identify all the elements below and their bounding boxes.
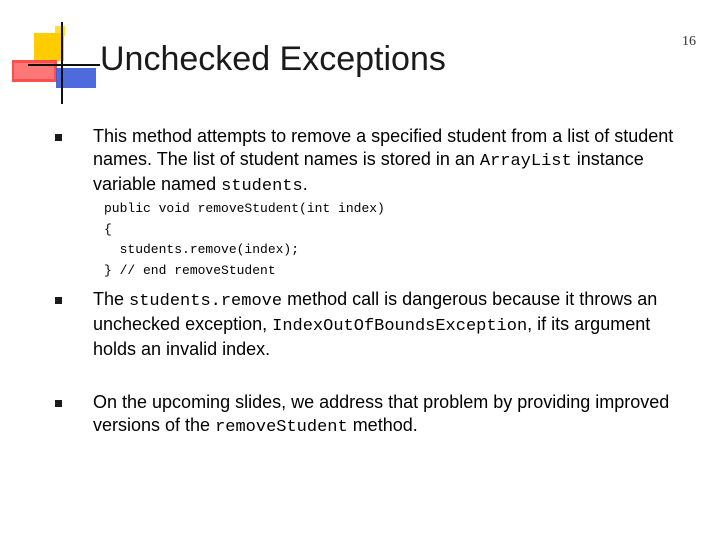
bullet-2-text-c: , if its argument holds an invalid index.	[93, 314, 651, 359]
bullet-3-text-a: On the upcoming slides, we address that problem by providing improved versions of the	[93, 392, 670, 435]
bullet-1-code-a: ArrayList	[479, 152, 572, 171]
bullet-3-text	[52, 391, 692, 439]
bullet-2-code-a: students.remove	[129, 292, 283, 311]
bullet-1-text-a: This method attempts to remove a specified student from a list of student names. The list of student names is stored in an	[93, 126, 674, 169]
bullet-2	[52, 288, 692, 361]
code-line-3: students.remove(index);	[104, 242, 300, 257]
bullet-3-code-a: removeStudent	[215, 418, 348, 437]
bullet-1	[52, 125, 692, 198]
logo-vertical-line	[61, 22, 63, 104]
slide-title: Unchecked Exceptions	[100, 40, 446, 78]
bullet-1-code-b: students	[221, 177, 303, 196]
code-line-1: public void removeStudent(int index)	[104, 201, 385, 216]
bullet-marker-icon	[55, 297, 62, 304]
bullet-marker-icon	[55, 400, 62, 407]
logo-yellow-square	[34, 33, 64, 61]
slide-number: 16	[682, 34, 696, 49]
bullet-2-text-b: method call is dangerous because it throws an unchecked exception,	[93, 289, 658, 334]
code-line-4: } // end removeStudent	[104, 262, 276, 278]
bullet-1-text	[52, 125, 692, 198]
bullet-2-text-a: The	[93, 289, 130, 309]
bullet-1-text-b: instance variable named	[93, 149, 644, 194]
bullet-2-code-b: IndexOutOfBoundsException	[272, 317, 528, 336]
bullet-1-text-c: .	[302, 174, 308, 194]
bullet-3	[52, 391, 692, 439]
bullet-2-text	[52, 288, 692, 361]
bullet-3-text-b: method.	[347, 415, 418, 435]
code-line-2: {	[104, 221, 112, 237]
bullet-marker-icon	[55, 134, 62, 141]
code-block	[104, 199, 385, 281]
logo-horizontal-line	[28, 64, 100, 66]
